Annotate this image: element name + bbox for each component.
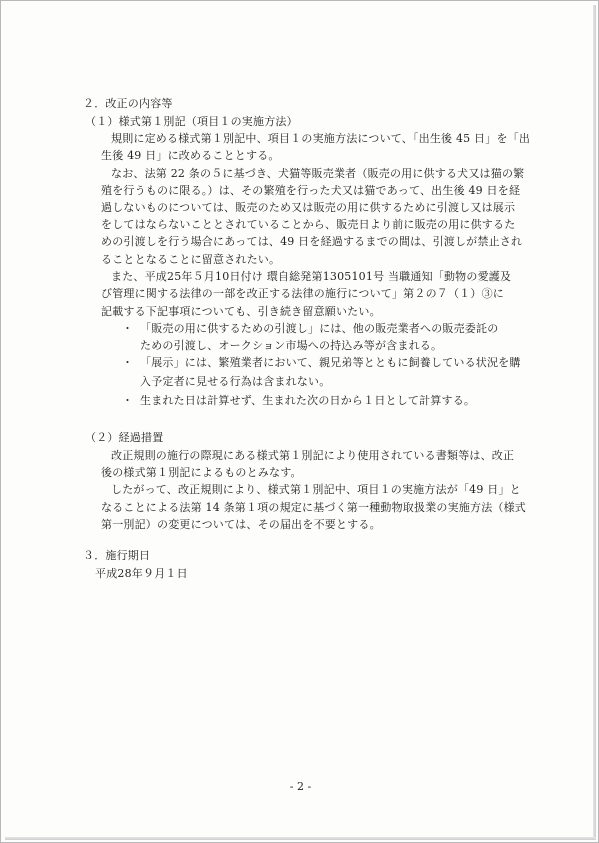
paragraph-line: なることによる法第 14 条第１項の規定に基づく第一種動物取扱業の実施方法（様式 [101, 501, 526, 514]
paragraph-line: をしてはならないこととされていることから、販売日より前に販売の用に供するた [101, 218, 516, 231]
subsection-2-heading: （２）経過措置 [85, 431, 164, 444]
effective-date: 平成28年９月１日 [95, 567, 188, 580]
paragraph-line: 殖を行うものに限る。）は、その繁殖を行った犬又は猫であって、出生後 49 日を経 [101, 184, 521, 197]
paragraph-line: 後の様式第１別記によるものとみなす。 [101, 466, 302, 479]
page-number: - 2 - [289, 780, 312, 793]
section-3-heading: ３．施行期日 [83, 549, 151, 562]
paragraph-line: また、平成25年５月10日付け 環自総発第1305101号 当職通知「動物の愛護及 [111, 270, 512, 283]
page-shadow-bottom [5, 837, 596, 840]
paragraph-line: めの引渡しを行う場合にあっては、49 日を経過するまでの間は、引渡しが禁止され [101, 235, 523, 248]
bullet-marker: ・ [122, 322, 134, 335]
subsection-1-heading: （１）様式第１別記（項目１の実施方法） [85, 115, 298, 128]
paragraph-line: 第一別記）の変更については、その届出を不要とする。 [101, 518, 381, 531]
bullet-item: ための引渡し、オークション市場への持込み等が含まれる。 [140, 339, 443, 352]
bullet-marker: ・ [122, 394, 134, 407]
paragraph-line: 改正規則の施行の際現にある様式第１別記により使用されている書類等は、改正 [111, 449, 515, 462]
paragraph-line: 記載する下記事項についても、引き続き留意願いたい。 [101, 305, 381, 318]
bullet-item: 「販売の用に供するための引渡し」には、他の販売業者への販売委託の [140, 322, 499, 335]
bullet-marker: ・ [122, 356, 134, 369]
paragraph-line: 規則に定める様式第１別記中、項目１の実施方法について、「出生後 45 日」を「出 [111, 132, 531, 145]
paragraph-line: なお、法第 22 条の５に基づき、犬猫等販売業者（販売の用に供する犬又は猫の繁 [111, 167, 525, 180]
section-2-heading: ２．改正の内容等 [83, 97, 173, 110]
paragraph-line: したがって、改正規則により、様式第１別記中、項目１の実施方法が「49 日」と [111, 483, 521, 496]
paragraph-line: ることとなることに留意されたい。 [101, 253, 281, 266]
page-shadow-right [593, 5, 596, 840]
bullet-item: 生まれた日は計算せず、生まれた次の日から１日として計算する。 [140, 394, 476, 407]
paragraph-line: 過しないものについては、販売のため又は販売の用に供するために引渡し又は展示 [101, 201, 516, 214]
bullet-item: 「展示」には、繁殖業者において、親兄弟等とともに飼養している状況を購 [140, 356, 521, 369]
bullet-item: 入予定者に見せる行為は含まれない。 [140, 375, 331, 388]
paragraph-line: び管理に関する法律の一部を改正する法律の施行について」第２の７（１）③に [101, 287, 504, 300]
paragraph-line: 生後 49 日」に改めることとする。 [101, 149, 280, 162]
